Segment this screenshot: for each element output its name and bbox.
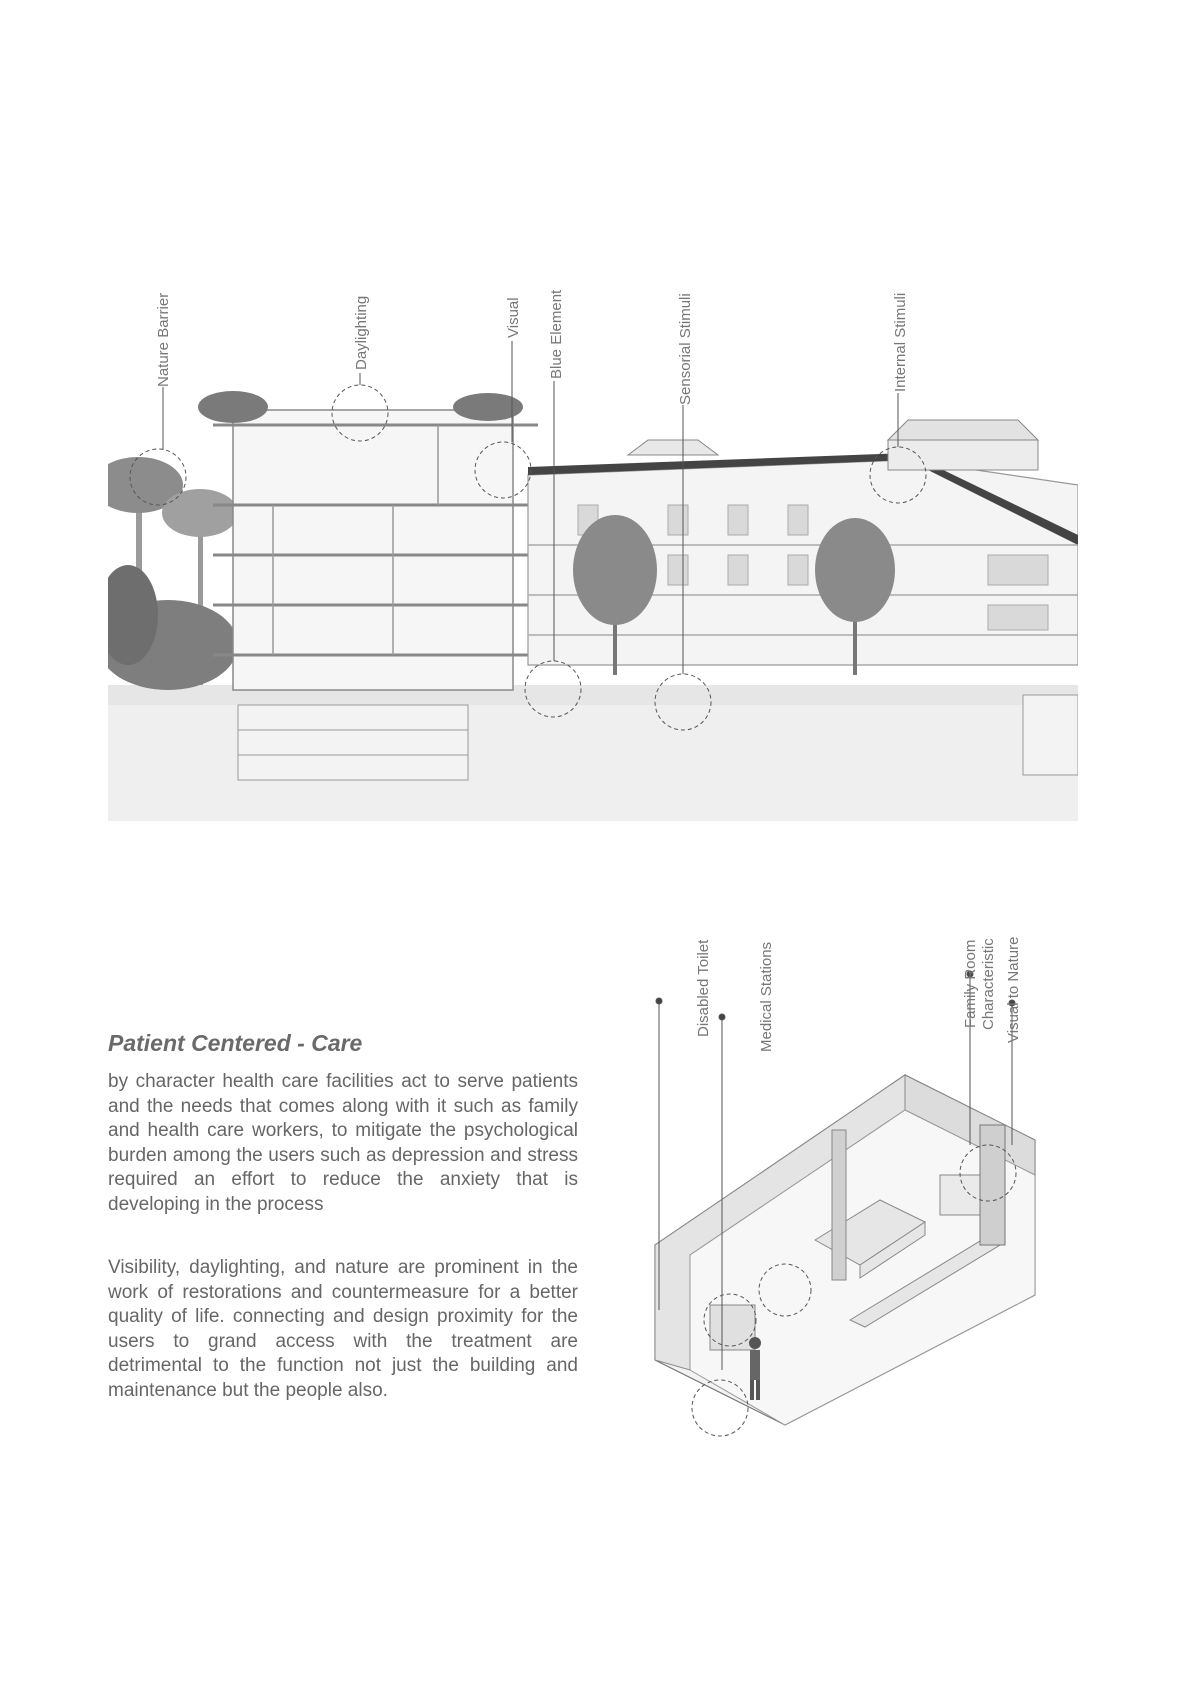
label-internal-stimuli: Internal Stimuli [892, 292, 909, 392]
label-visual-to-nature: Visual to Nature [1005, 936, 1022, 1043]
label-visual: Visual [505, 297, 522, 338]
label-characteristic: Characteristic [980, 938, 997, 1030]
body-paragraph-1: by character health care facilities act to serve patients and the needs that comes along with it such as family and health care workers, to mitigate the psychological burden among the users such as depression and stress required an effort to reduce the anxiety that is developing in the process [108, 1071, 578, 1215]
label-daylighting: Daylighting [353, 295, 370, 370]
label-blue-element: Blue Element [548, 289, 565, 379]
label-family-room: Family Room [962, 939, 979, 1028]
section-heading: Patient Centered - Care [108, 1030, 363, 1056]
label-sensorial-stimuli: Sensorial Stimuli [677, 293, 694, 405]
building-section-drawing [108, 285, 1078, 821]
label-medical-stations: Medical Stations [758, 941, 775, 1052]
label-disabled-toilet: Disabled Toilet [695, 939, 712, 1037]
label-nature-barrier: Nature Barrier [155, 292, 172, 387]
body-paragraph-2: Visibility, daylighting, and nature are prominent in the work of restorations and countermeasure for a better quality of life. connecting and design proximity for the users to grand access with the treatment are detrimental to the function not just the building and maintenance but the people also. [108, 1257, 578, 1401]
